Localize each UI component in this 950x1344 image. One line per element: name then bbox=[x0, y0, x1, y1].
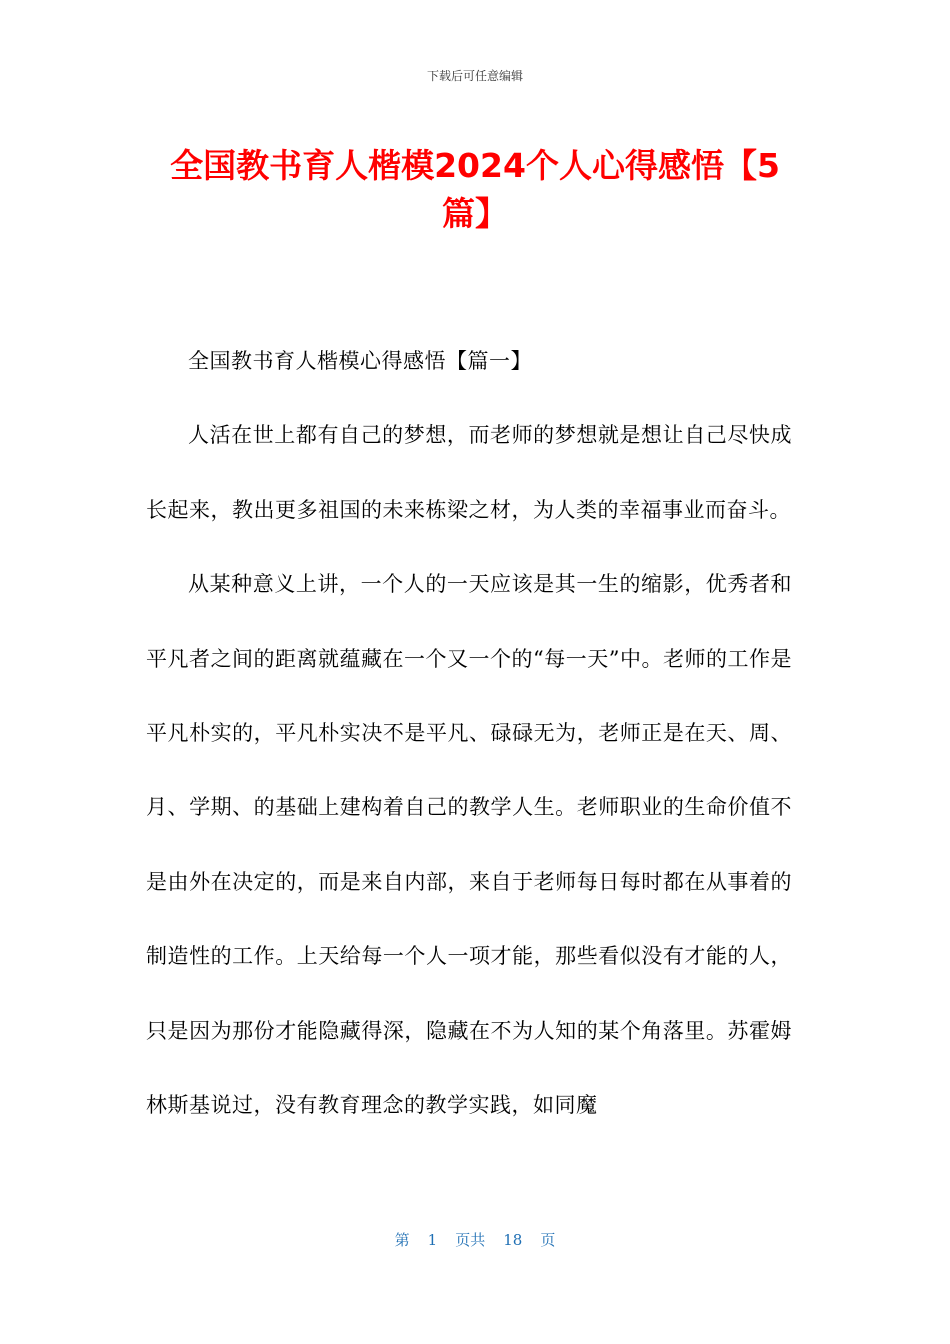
footer-page-suffix: 页 bbox=[540, 1231, 556, 1249]
section-heading: 全国教书育人楷模心得感悟【篇一】 bbox=[188, 349, 532, 373]
paragraph-1: 人活在世上都有自己的梦想，而老师的梦想就是想让自己尽快成长起来，教出更多祖国的未来栋梁之材，为人类的幸福事业而奋斗。 bbox=[146, 423, 792, 522]
header-note: 下载后可任意编辑 bbox=[426, 69, 523, 83]
document-body bbox=[146, 324, 792, 1142]
paragraph-2: 从某种意义上讲，一个人的一天应该是其一生的缩影，优秀者和平凡者之间的距离就蕴藏在一个又一个的“每一天”中。老师的工作是平凡朴实的，平凡朴实决不是平凡、碌碌无为，老师正是在天、周、月、学期、的基础上建构着自己的教学人生。老师职业的生命价值不是由外在决定的，而是来自内部，来自于老师每日每时都在从事着的制造性的工作。上天给每一个人一项才能，那些看似没有才能的人，只是因为那份才能隐藏得深，隐藏在不为人知的某个角落里。苏霍姆林斯基说过，没有教育理念的教学实践，如同魔 bbox=[146, 572, 792, 1118]
footer-page-number: 1 bbox=[427, 1231, 438, 1249]
document-title: 全国教书育人楷模2024个人心得感悟【5篇】 bbox=[170, 146, 780, 233]
footer-page-total: 18 bbox=[503, 1231, 523, 1249]
footer-page-prefix: 第 bbox=[394, 1231, 410, 1249]
footer-page-mid: 页共 bbox=[455, 1231, 486, 1249]
page-footer bbox=[0, 1229, 950, 1250]
